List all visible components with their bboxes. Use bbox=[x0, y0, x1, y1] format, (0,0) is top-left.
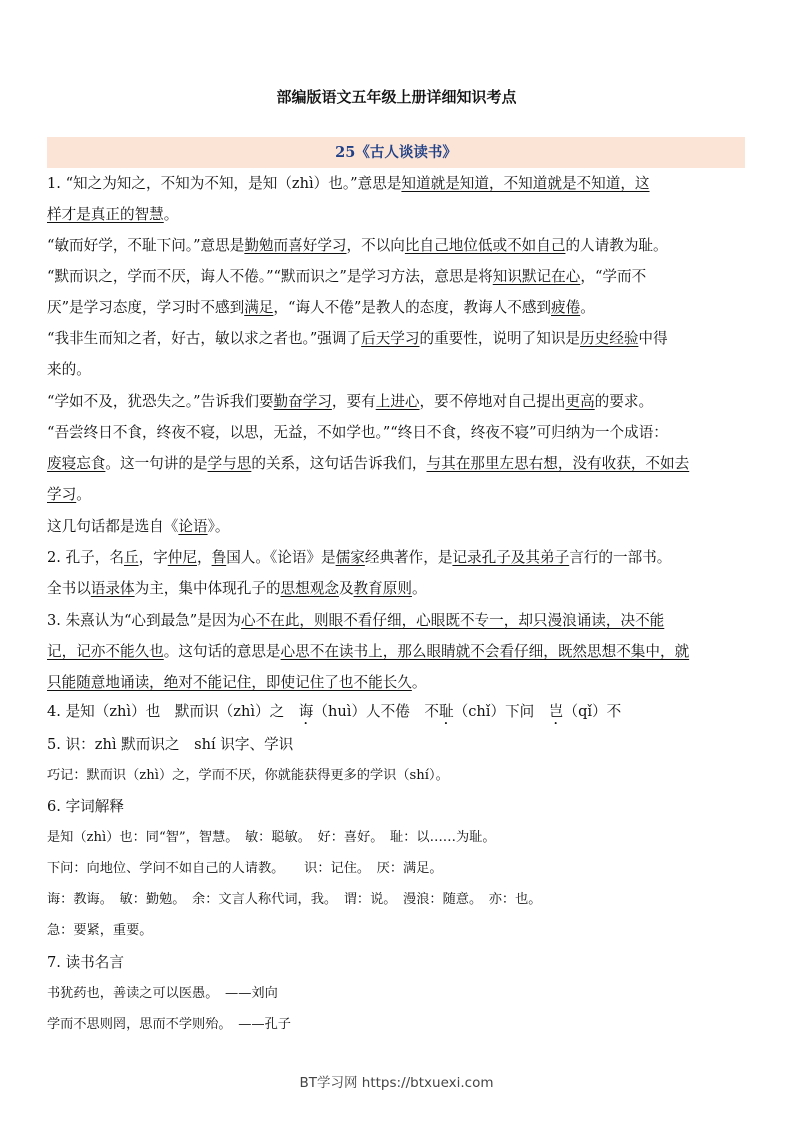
underlined-answer: 丘 bbox=[123, 549, 139, 566]
underlined-answer: 知道就是知道，不知道就是不知道，这 bbox=[401, 175, 650, 192]
underlined-answer: 论语 bbox=[178, 518, 208, 535]
underlined-answer: 只能随意地诵读，绝对不能记住，即使记住了也不能长久 bbox=[47, 674, 412, 691]
text-line bbox=[47, 546, 753, 570]
text-line bbox=[47, 358, 753, 382]
text-segment: 全书以 bbox=[47, 580, 91, 597]
underlined-answer: 后天学习 bbox=[361, 330, 420, 347]
text-line bbox=[47, 609, 753, 633]
underlined-answer: 疲倦 bbox=[551, 299, 581, 316]
text-segment: 言行的一部书。 bbox=[569, 549, 672, 566]
text-segment: 7. 读书名言 bbox=[47, 954, 124, 971]
underlined-answer: 心不在此，则眼不看仔细，心眼既不专一，却只漫浪诵读，决不能 bbox=[241, 612, 665, 629]
underlined-answer: 语录体 bbox=[90, 580, 135, 597]
text-line bbox=[47, 234, 753, 258]
footer-watermark: BT学习网 https://btxuexi.com bbox=[299, 1075, 494, 1091]
text-line bbox=[47, 577, 753, 601]
text-segment: ，字 bbox=[138, 549, 168, 566]
text-line bbox=[47, 483, 753, 507]
text-line bbox=[47, 857, 753, 881]
underlined-answer: 儒家 bbox=[335, 549, 365, 566]
text-segment: “敏而好学，不耻下问。”意思是 bbox=[47, 237, 245, 254]
text-line bbox=[47, 172, 753, 196]
text-segment: 这几句话都是选自《 bbox=[47, 518, 179, 535]
text-segment: “学如不及，犹恐失之。”告诉我们要 bbox=[47, 393, 274, 410]
underlined-answer: 鲁 bbox=[211, 549, 227, 566]
text-segment: 。 bbox=[163, 206, 179, 223]
text-segment: （chǐ）下问 bbox=[453, 703, 549, 720]
underlined-answer: 知识默记在心 bbox=[492, 268, 581, 285]
underlined-answer: 废寝忘食 bbox=[47, 455, 106, 472]
underlined-answer: 更高 bbox=[565, 393, 595, 410]
text-segment: （qǐ）不 bbox=[563, 703, 622, 720]
text-segment: ，要不停地对自己提出 bbox=[419, 393, 566, 410]
underlined-answer: 上进心 bbox=[375, 393, 420, 410]
text-segment: 书犹药也，善读之可以医愚。 ——刘向 bbox=[47, 986, 278, 1001]
text-line bbox=[47, 327, 753, 351]
text-line bbox=[47, 700, 753, 724]
underlined-answer: 记，记亦不能久也 bbox=[47, 643, 164, 660]
text-segment: 的重要性，说明了知识是 bbox=[419, 330, 581, 347]
text-segment: （huì）人不倦 不 bbox=[313, 703, 440, 720]
dotted-character: 诲 bbox=[298, 703, 314, 720]
underlined-answer: 样才是真正的智慧 bbox=[47, 206, 164, 223]
text-line bbox=[47, 671, 753, 695]
underlined-answer: 心思不在读书上，那么眼睛就不会看仔细，既然思想不集中，就 bbox=[280, 643, 690, 660]
text-segment: 。这一句讲的是 bbox=[105, 455, 208, 472]
text-line bbox=[47, 296, 753, 320]
text-segment: 下问：向地位、学问不如自己的人请教。 识：记住。 厌：满足。 bbox=[47, 861, 443, 876]
text-line bbox=[47, 421, 753, 445]
dotted-character: 耻 bbox=[439, 703, 454, 720]
dotted-character: 岂 bbox=[548, 703, 564, 720]
underlined-answer: 比自己地位低或不如自己 bbox=[404, 237, 566, 254]
text-segment: 的人请教为耻。 bbox=[565, 237, 668, 254]
text-segment: 经典著作，是 bbox=[364, 549, 453, 566]
text-line bbox=[47, 951, 753, 975]
text-segment: 是知（zhì）也：同“智”，智慧。 敏：聪敏。 好：喜好。 耻：以……为耻。 bbox=[47, 830, 496, 845]
text-segment: 。 bbox=[411, 674, 427, 691]
underlined-answer: 仲尼 bbox=[167, 549, 197, 566]
text-line bbox=[47, 203, 753, 227]
text-line bbox=[47, 390, 753, 414]
text-segment: 诲：教诲。 敏：勤勉。 余：文言人称代词，我。 谓：说。 漫浪：随意。 亦：也。 bbox=[47, 892, 542, 907]
underlined-answer: 记录孔子及其弟子 bbox=[452, 549, 570, 566]
text-line bbox=[47, 515, 753, 539]
text-line bbox=[47, 265, 753, 289]
text-segment: 》。 bbox=[207, 518, 230, 535]
text-segment: 。这句话的意思是 bbox=[163, 643, 281, 660]
text-segment: 5. 识：zhì 默而识之 shí 识字、学识 bbox=[47, 736, 294, 753]
underlined-answer: 历史经验 bbox=[580, 330, 639, 347]
text-line bbox=[47, 733, 753, 757]
text-segment: 6. 字词解释 bbox=[47, 798, 124, 815]
text-segment: 。 bbox=[76, 486, 91, 503]
text-segment: ，不以向 bbox=[346, 237, 405, 254]
text-line bbox=[47, 640, 753, 664]
text-segment: “我非生而知之者，好古，敏以求之者也。”强调了 bbox=[47, 330, 362, 347]
text-segment: 急：要紧，重要。 bbox=[47, 923, 153, 938]
text-line bbox=[47, 452, 753, 476]
text-line bbox=[47, 1013, 753, 1037]
text-line bbox=[47, 888, 753, 912]
underlined-answer: 学习 bbox=[47, 486, 77, 503]
text-line bbox=[47, 826, 753, 850]
text-segment: ，“学而不 bbox=[580, 268, 647, 285]
underlined-answer: 勤勉而喜好学习 bbox=[244, 237, 347, 254]
text-segment: “吾尝终日不食，终夜不寝，以思，无益，不如学也。”“终日不食，终夜不寝”可归纳为一个成语： bbox=[47, 424, 668, 441]
text-line bbox=[47, 795, 753, 819]
underlined-answer: 思想观念 bbox=[280, 580, 339, 597]
text-segment: 的关系，这句话告诉我们， bbox=[251, 455, 427, 472]
document-title: 部编版语文五年级上册详细知识考点 bbox=[276, 88, 517, 106]
text-segment: 国人。《论语》是 bbox=[226, 549, 336, 566]
section-header: 25《古人谈读书》 bbox=[47, 137, 745, 168]
text-segment: 。 bbox=[411, 580, 427, 597]
text-segment: 。 bbox=[580, 299, 595, 316]
text-segment: 及 bbox=[338, 580, 354, 597]
text-segment: ，“诲人不倦”是教人的态度，教诲人不感到 bbox=[273, 299, 552, 316]
text-line bbox=[47, 764, 753, 788]
text-segment: 厌”是学习态度，学习时不感到 bbox=[47, 299, 245, 316]
underlined-answer: 勤奋学习 bbox=[273, 393, 332, 410]
underlined-answer: 教育原则 bbox=[353, 580, 412, 597]
text-line bbox=[47, 919, 753, 943]
underlined-answer: 满足 bbox=[244, 299, 274, 316]
text-segment: 1. “知之为知之，不知为不知，是知（zhì）也。”意思是 bbox=[47, 175, 402, 192]
text-segment: 的要求。 bbox=[594, 393, 654, 410]
underlined-answer: 与其在那里左思右想，没有收获，不如去 bbox=[426, 455, 690, 472]
text-segment: 3. 朱熹认为“心到最急”是因为 bbox=[47, 612, 242, 629]
text-segment: 来的。 bbox=[47, 361, 91, 378]
text-segment: 中得 bbox=[638, 330, 668, 347]
text-line bbox=[47, 982, 753, 1006]
text-segment: “默而识之，学而不厌，诲人不倦。”“默而识之”是学习方法，意思是将 bbox=[47, 268, 493, 285]
text-segment: 2. 孔子，名 bbox=[47, 549, 124, 566]
text-segment: 巧记：默而识（zhì）之，学而不厌，你就能获得更多的学识（shí）。 bbox=[47, 768, 449, 783]
text-segment: ，要有 bbox=[331, 393, 376, 410]
underlined-answer: 学与思 bbox=[207, 455, 252, 472]
text-segment: ， bbox=[196, 549, 212, 566]
text-segment: 学而不思则罔，思而不学则殆。 ——孔子 bbox=[47, 1017, 291, 1032]
text-segment: 4. 是知（zhì）也 默而识（zhì）之 bbox=[47, 703, 299, 720]
text-segment: 为主，集中体现孔子的 bbox=[134, 580, 281, 597]
